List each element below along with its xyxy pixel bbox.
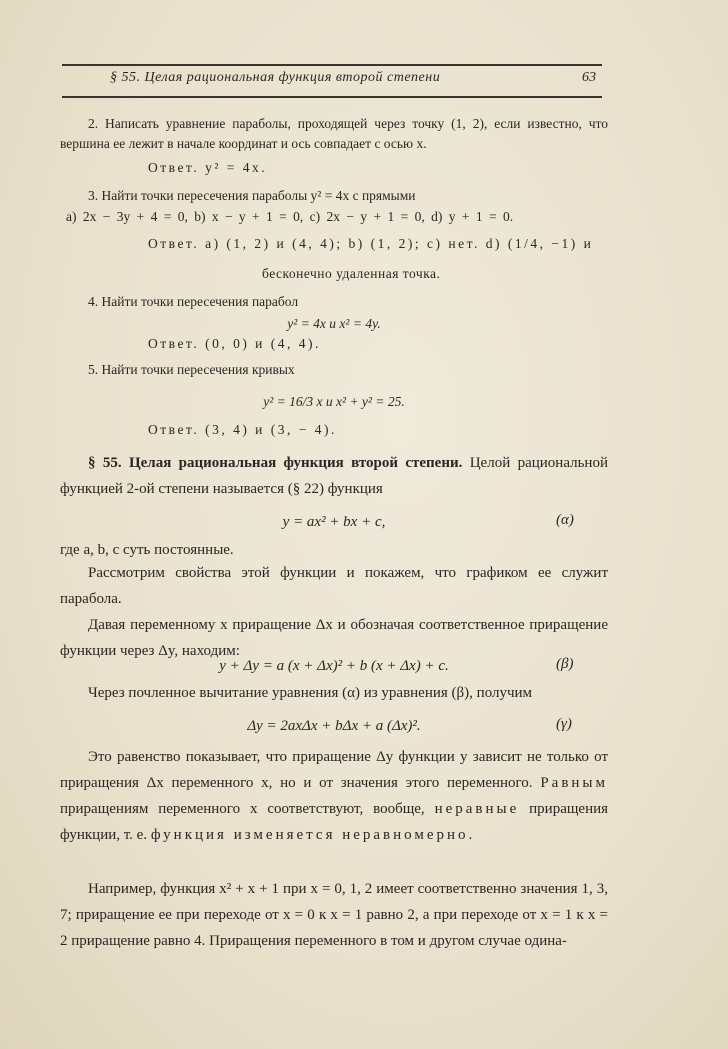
problem-4-text: 4. Найти точки пересечения парабол: [88, 294, 299, 309]
problem-3-answer-cont: бесконечно удаленная точка.: [262, 266, 441, 281]
problem-4-equation: y² = 4x и x² = 4y.: [287, 316, 381, 331]
problem-5-answer: Ответ. (3, 4) и (3, − 4).: [148, 422, 337, 437]
paragraph-nonuniform-e: приращения функции, т. е.: [60, 801, 609, 843]
paragraph-subtraction: Через почленное вычитание уравнения (α) из уравнения (β), получим: [88, 685, 533, 701]
paragraph-nonuniform: [60, 744, 608, 848]
problem-3-answer: Ответ. a) (1, 2) и (4, 4); b) (1, 2); c) нет. d) (1/4, −1) и: [148, 236, 594, 251]
paragraph-increment: Давая переменному x приращение Δx и обозначая соответственное приращение функции через Δy, находим:: [60, 617, 608, 659]
equation-beta-label: (β): [556, 656, 574, 672]
emphasis-unequal: неравные: [434, 801, 520, 817]
paragraph-nonuniform-c: приращениям переменного x соответствуют, вообще,: [60, 801, 425, 817]
constants-note: где a, b, c суть постоянные.: [60, 542, 234, 558]
problem-5-equation: y² = 16/3 x и x² + y² = 25.: [263, 394, 405, 409]
problem-2-answer: Ответ. y² = 4x.: [148, 160, 268, 175]
paragraph-nonuniform-a: Это равенство показывает, что приращение Δy функции y зависит не только от приращения Δx переменного x, но и от значения этого переменного.: [60, 749, 608, 791]
equation-beta: y + Δy = a (x + Δx)² + b (x + Δx) + c.: [219, 658, 449, 674]
emphasis-equal: Равным: [540, 775, 608, 791]
running-header: [62, 64, 602, 98]
section-heading: § 55. Целая рациональная функция второй степени.: [88, 455, 463, 471]
equation-alpha-label: (α): [556, 512, 574, 528]
equation-alpha: y = ax² + bx + c,: [282, 514, 386, 530]
problem-3-options: a) 2x − 3y + 4 = 0, b) x − y + 1 = 0, c) 2x − y + 1 = 0, d) y + 1 = 0.: [66, 209, 514, 224]
emphasis-function-nonuniform: функция изменяется неравномерно.: [150, 827, 476, 843]
header-title: § 55. Целая рациональная функция второй степени: [110, 70, 441, 85]
section-55-intro-block: [60, 450, 608, 502]
paragraph-graph: Рассмотрим свойства этой функции и покажем, что графиком ее служит парабола.: [60, 565, 608, 607]
problem-5-text: 5. Найти точки пересечения кривых: [88, 362, 295, 377]
equation-gamma-label: (γ): [556, 716, 572, 732]
page-number: 63: [582, 70, 596, 85]
problem-2-text: 2. Написать уравнение параболы, проходящей через точку (1, 2), если известно, что вершина ее лежит в начале координат и ось совпадает с осью x.: [60, 116, 608, 151]
problem-3-text: 3. Найти точки пересечения параболы y² = 4x с прямыми: [88, 188, 416, 203]
paragraph-example: Например, функция x² + x + 1 при x = 0, 1, 2 имеет соответственно значения 1, 3, 7; приращение ее при переходе от x = 0 к x = 1 равно 2, а при переходе от x = 1 к x = 2 приращение равно 4. Приращения переменного в том и другом случае одина-: [60, 881, 608, 949]
equation-gamma: Δy = 2axΔx + bΔx + a (Δx)².: [247, 718, 421, 734]
problem-4-answer: Ответ. (0, 0) и (4, 4).: [148, 336, 321, 351]
section-intro: Целой рациональной функцией 2-ой степени называется (§ 22) функция: [60, 455, 608, 497]
